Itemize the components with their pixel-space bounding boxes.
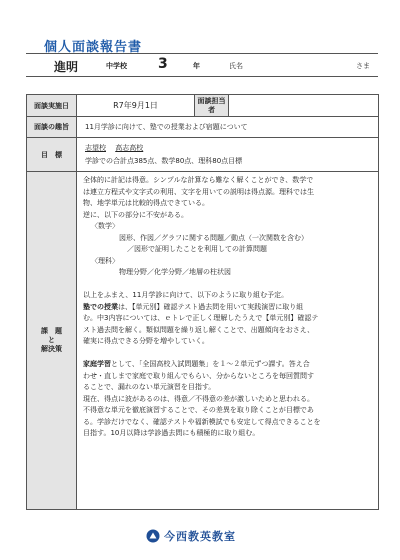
grade-value: 3 — [158, 56, 168, 72]
issues-line: 目指す。10月以降は学診過去問にも積極的に取り組む。 — [83, 429, 260, 437]
issues-line: スト過去問を解く。類似問題を繰り返し解くことで、出題傾向をおさえ、 — [83, 325, 315, 334]
goal-school-name: 高志高校 — [115, 143, 144, 152]
issues-label-line3: 解決策 — [41, 345, 62, 353]
staff-value — [229, 95, 379, 117]
science-heading: 〈理科〉 — [91, 256, 119, 265]
issues-line: 確実に得点できる分野を増やしていく。 — [83, 337, 209, 345]
goal-school-label: 志望校 — [85, 143, 106, 152]
purpose-label: 面談の趣旨 — [27, 117, 77, 138]
purpose-text: 11月学診に向けて、塾での授業および宿題について — [77, 117, 379, 138]
student-header — [26, 53, 378, 77]
issues-line: る。学診だけでなく、確認テストや福新模試でも安定して得点できることを — [83, 417, 321, 426]
issues-line: 現在、得点に波があるのは、得意／不得意の差が激しいためと思われる。 — [83, 394, 314, 403]
math-item: 図形、作図／グラフに関する問題／動点（一次関数を含む） — [119, 233, 308, 242]
grade-suffix: 年 — [193, 62, 200, 70]
issues-line — [83, 359, 372, 371]
name-label: 氏名 — [229, 62, 243, 70]
issues-line: 以上をふまえ、11月学診に向けて、以下のように取り組む予定。 — [83, 291, 289, 299]
school-name: 進明 — [54, 60, 79, 74]
issues-line: 不得意な単元を徹底演習することで、その差異を取り除くことが目標であ — [83, 406, 314, 414]
issues-line-rest: として、「全国高校入試問題集」を１～２単元ずつ課す。答え合 — [111, 360, 310, 368]
report-table — [26, 94, 379, 510]
math-item: ／図形で証明したことを利用しての計算問題 — [127, 245, 267, 253]
issues-line — [83, 302, 372, 314]
honorific: さま — [356, 62, 370, 70]
issues-line-rest: は、【単元別】確認テスト過去問を用いて実践演習に取り組 — [118, 302, 304, 311]
issues-line: ることで、漏れのない単元演習を目指す。 — [83, 383, 216, 391]
staff-label — [195, 95, 229, 117]
home-study-label: 家庭学習 — [83, 360, 111, 368]
issues-label-line2: と — [48, 336, 55, 344]
issues-line: む。中3内容については、ｅトレで正しく理解したうえで【単元別】確認テ — [83, 314, 319, 322]
issues-line: 物、地学単元は比較的得点できている。 — [83, 199, 209, 207]
date-label: 面談実施日 — [27, 95, 77, 117]
math-heading: 〈数学〉 — [91, 222, 119, 230]
logo-text: 今西教英教室 — [164, 530, 236, 543]
date-value: R7年9月1日 — [77, 95, 195, 117]
document-title: 個人面談報告書 — [44, 40, 143, 55]
issues-text — [77, 172, 379, 510]
staff-label-line1: 面談担当 — [197, 96, 226, 105]
issues-line: わせ・直しまで家庭で取り組んでもらい、分からないところを毎回質問す — [83, 371, 314, 380]
goal-cell — [77, 138, 379, 172]
company-logo-icon — [146, 529, 160, 543]
school-suffix: 中学校 — [106, 62, 127, 70]
goal-row — [27, 138, 379, 172]
footer-logo — [146, 528, 236, 544]
goal-label: 目 標 — [27, 138, 77, 172]
issues-line: 逆に、以下の部分に不安がある。 — [83, 210, 188, 219]
goal-score: 学診での合計点385点、数学80点、理科80点目標 — [85, 156, 243, 165]
issues-label — [27, 172, 77, 510]
date-row — [27, 95, 379, 117]
purpose-row — [27, 117, 379, 138]
issues-row — [27, 172, 379, 510]
issues-label-line1: 課 題 — [41, 327, 62, 335]
class-study-label: 塾での授業 — [83, 302, 118, 311]
science-item: 物理分野／化学分野／地層の柱状図 — [119, 268, 231, 276]
staff-label-line2: 者 — [208, 105, 215, 114]
issues-line: は連立方程式や文字式の利用、文字を用いての説明は得点源。理科では生 — [83, 187, 314, 196]
issues-line: 全体的に計記は得意。シンプルな計算なら難なく解くことができ、数学で — [83, 176, 314, 184]
